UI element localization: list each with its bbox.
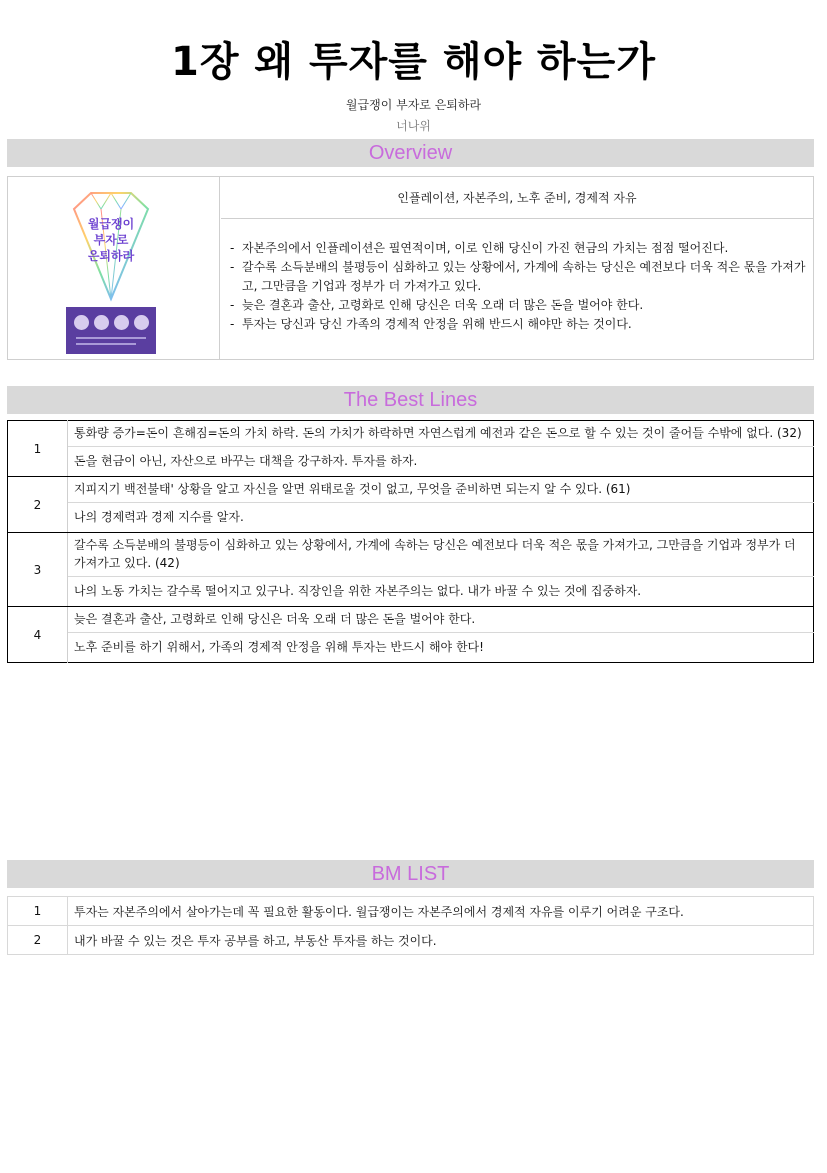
best-lines-section-header: The Best Lines (7, 386, 814, 414)
cover-badge (114, 315, 129, 330)
best-line-quote: 늦은 결혼과 출산, 고령화로 인해 당신은 더욱 오래 더 많은 돈을 벌어야 한다. (68, 607, 814, 633)
cover-cell (8, 177, 220, 359)
bm-list-table (7, 896, 814, 955)
summary-item: - 늦은 결혼과 출산, 고령화로 인해 당신은 더욱 오래 더 많은 돈을 벌어야 한다. (230, 296, 810, 315)
page-title: 1장 왜 투자를 해야 하는가 (171, 39, 656, 85)
table-row (8, 926, 814, 955)
keywords: 인플레이션, 자본주의, 노후 준비, 경제적 자유 (221, 177, 813, 219)
best-lines-table (7, 420, 814, 663)
summary-item: - 투자는 당신과 당신 가족의 경제적 안정을 위해 반드시 해야만 하는 것이다. (230, 315, 810, 334)
table-row (8, 421, 814, 447)
best-line-quote: 통화량 증가=돈이 흔해짐=돈의 가치 하락. 돈의 가치가 하락하면 자연스럽게 예전과 같은 돈으로 할 수 있는 것이 줄어들 수밖에 없다. (32) (68, 421, 814, 447)
book-title: 월급쟁이 부자로 은퇴하라 (345, 98, 482, 112)
cover-badge (74, 315, 89, 330)
table-row (8, 607, 814, 633)
cover-title-line-1: 월급쟁이 (87, 217, 135, 231)
cover-title-line-3: 은퇴하라 (87, 249, 135, 263)
bm-item-text: 투자는 자본주의에서 살아가는데 꼭 필요한 활동이다. 월급쟁이는 자본주의에서 경제적 자유를 이루기 어려운 구조다. (68, 897, 814, 926)
bm-item-text: 내가 바꿀 수 있는 것은 투자 공부를 하고, 부동산 투자를 하는 것이다. (68, 926, 814, 955)
best-line-quote: 갈수록 소득분배의 불평등이 심화하고 있는 상황에서, 가계에 속하는 당신은 예전보다 더욱 적은 몫을 가져가고, 그만큼을 기업과 정부가 더 가져가고 있다. (42) (68, 533, 814, 577)
best-line-note: 노후 준비를 하기 위해서, 가족의 경제적 안정을 위해 투자는 반드시 해야 한다! (74, 640, 484, 654)
cover-badge (134, 315, 149, 330)
summary-item: - 자본주의에서 인플레이션은 필연적이며, 이로 인해 당신이 가진 현금의 가치는 점점 떨어진다. (230, 239, 810, 258)
table-row (8, 577, 814, 607)
best-line-number: 1 (8, 421, 68, 477)
bm-item-number: 2 (8, 926, 68, 955)
table-row (8, 447, 814, 477)
best-line-quote: 지피지기 백전불태' 상황을 알고 자신을 알면 위태로울 것이 없고, 무엇을 준비하면 되는지 알 수 있다. (61) (68, 477, 814, 503)
table-row (8, 897, 814, 926)
best-line-number: 2 (8, 477, 68, 533)
book-author: 너나위 (396, 119, 431, 133)
overview-box (7, 176, 814, 360)
table-row (8, 533, 814, 577)
book-cover-image (66, 187, 156, 354)
cover-title-line-2: 부자로 (93, 233, 129, 247)
best-line-number: 3 (8, 533, 68, 607)
bm-item-number: 1 (8, 897, 68, 926)
cover-badge (94, 315, 109, 330)
best-line-note: 나의 경제력과 경제 지수를 알자. (68, 503, 814, 533)
bm-list-section-header: BM LIST (7, 860, 814, 888)
table-row (8, 633, 814, 663)
diamond-graphic (66, 187, 156, 307)
summary-list (230, 239, 810, 334)
table-row (8, 477, 814, 503)
summary-item: - 갈수록 소득분배의 불평등이 심화하고 있는 상황에서, 가계에 속하는 당신은 예전보다 더욱 적은 몫을 가져가고, 그만큼을 기업과 정부가 더 가져가고 있다. (230, 258, 810, 296)
cover-text-line (76, 337, 146, 339)
best-line-note: 나의 노동 가치는 갈수록 떨어지고 있구나. 직장인을 위한 자본주의는 없다. 내가 바꿀 수 있는 것에 집중하자. (68, 577, 814, 607)
cover-text-line (76, 343, 136, 345)
best-line-number: 4 (8, 607, 68, 663)
best-line-note: 돈을 현금이 아닌, 자산으로 바꾸는 대책을 강구하자. 투자를 하자. (68, 447, 814, 477)
overview-section-header: Overview (7, 139, 814, 167)
cover-band (66, 307, 156, 354)
table-row (8, 503, 814, 533)
